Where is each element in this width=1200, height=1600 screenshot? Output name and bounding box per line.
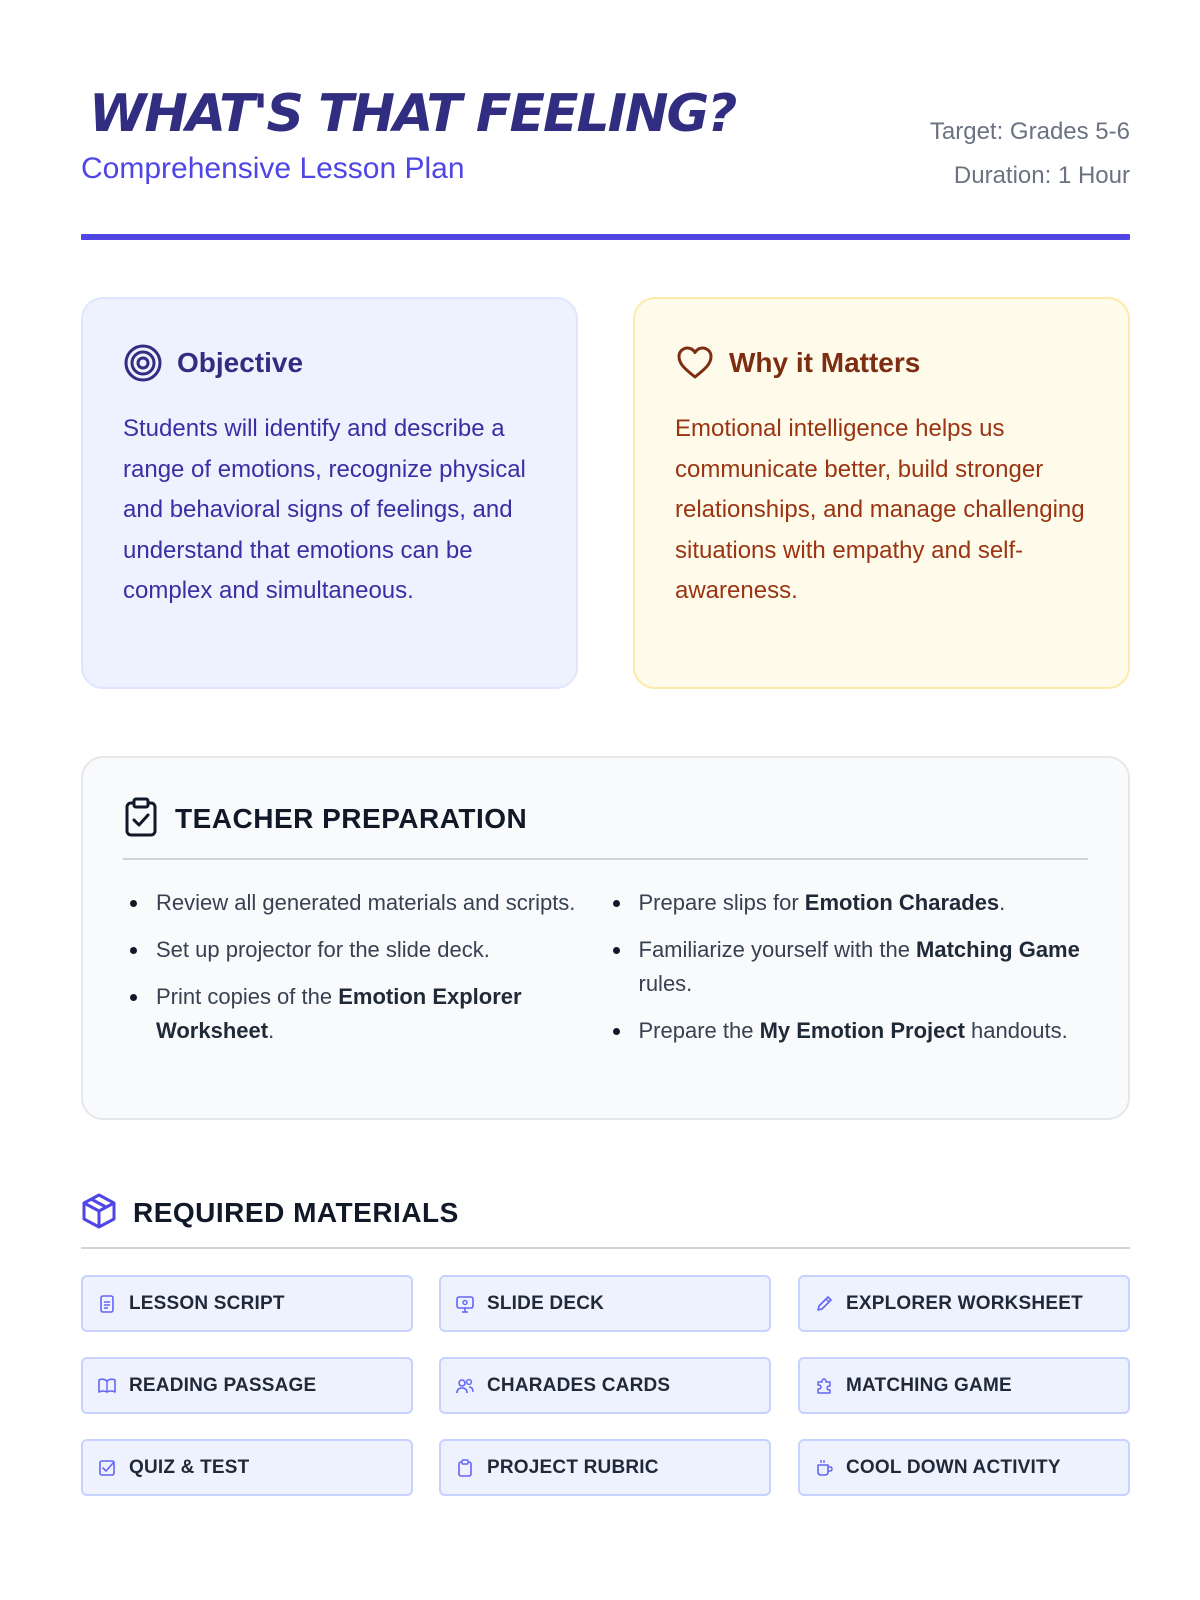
pencil-icon bbox=[814, 1294, 834, 1314]
prep-list-item: Print copies of the Emotion Explorer Worksheet. bbox=[123, 980, 606, 1048]
book-icon bbox=[97, 1376, 117, 1396]
objective-text: Students will identify and describe a range of emotions, recognize physical and behavioral signs of feelings, and understand that emotions can be complex and simultaneous. bbox=[123, 415, 526, 604]
materials-header bbox=[81, 1190, 459, 1236]
material-label: QUIZ & TEST bbox=[129, 1456, 250, 1478]
document-icon bbox=[97, 1294, 117, 1314]
why-title: Why it Matters bbox=[729, 347, 921, 378]
header bbox=[81, 80, 1130, 240]
prep-divider bbox=[123, 858, 1088, 860]
objective-card bbox=[81, 297, 578, 689]
material-item bbox=[439, 1439, 771, 1496]
duration: Duration: 1 Hour bbox=[953, 162, 1130, 189]
intro-cards bbox=[81, 297, 1130, 689]
prep-list-item: Review all generated materials and scripts. bbox=[123, 886, 606, 920]
clipboard-icon bbox=[455, 1458, 475, 1478]
checkbox-icon bbox=[97, 1458, 117, 1478]
material-label: COOL DOWN ACTIVITY bbox=[846, 1456, 1061, 1478]
target-icon bbox=[123, 343, 163, 383]
material-label: READING PASSAGE bbox=[129, 1374, 317, 1396]
users-icon bbox=[455, 1376, 475, 1396]
prep-list-item: Prepare slips for Emotion Charades. bbox=[606, 886, 1089, 920]
prep-list-item: Familiarize yourself with the Matching Game rules. bbox=[606, 933, 1089, 1001]
clipboard-check-icon bbox=[123, 797, 159, 842]
lesson-plan-page bbox=[81, 80, 1130, 1478]
material-item bbox=[81, 1357, 413, 1414]
material-item bbox=[798, 1357, 1130, 1414]
why-text: Emotional intelligence helps us communicate better, build stronger relationships, and manage challenging situations with empathy and self-awareness. bbox=[675, 415, 1085, 604]
prep-list-right bbox=[606, 886, 1089, 1061]
material-label: SLIDE DECK bbox=[487, 1292, 605, 1314]
page-title: WHAT'S THAT FEELING? bbox=[89, 84, 736, 144]
teacher-preparation-section bbox=[81, 756, 1130, 1120]
material-label: PROJECT RUBRIC bbox=[487, 1456, 659, 1478]
prep-list-left bbox=[123, 886, 606, 1061]
prep-list-item: Prepare the My Emotion Project handouts. bbox=[606, 1014, 1089, 1048]
material-item bbox=[81, 1439, 413, 1496]
why-it-matters-card bbox=[633, 297, 1130, 689]
prep-list-item: Set up projector for the slide deck. bbox=[123, 933, 606, 967]
puzzle-icon bbox=[814, 1376, 834, 1396]
header-divider bbox=[81, 234, 1130, 240]
material-label: CHARADES CARDS bbox=[487, 1374, 671, 1396]
material-item bbox=[439, 1275, 771, 1332]
materials-title: REQUIRED MATERIALS bbox=[133, 1197, 459, 1228]
material-label: MATCHING GAME bbox=[846, 1374, 1012, 1396]
presentation-icon bbox=[455, 1294, 475, 1314]
lesson-meta bbox=[930, 110, 1130, 198]
material-item bbox=[798, 1439, 1130, 1496]
material-label: LESSON SCRIPT bbox=[129, 1292, 285, 1314]
heart-icon bbox=[675, 343, 715, 383]
prep-title: TEACHER PREPARATION bbox=[175, 803, 528, 834]
material-item bbox=[798, 1275, 1130, 1332]
cup-icon bbox=[814, 1458, 834, 1478]
target-grades: Target: Grades 5-6 bbox=[929, 118, 1130, 145]
materials-divider bbox=[81, 1247, 1130, 1249]
package-icon bbox=[81, 1192, 117, 1235]
material-item bbox=[81, 1275, 413, 1332]
page-subtitle: Comprehensive Lesson Plan bbox=[81, 152, 465, 185]
objective-title: Objective bbox=[177, 347, 304, 378]
material-label: EXPLORER WORKSHEET bbox=[846, 1292, 1083, 1314]
material-item bbox=[439, 1357, 771, 1414]
